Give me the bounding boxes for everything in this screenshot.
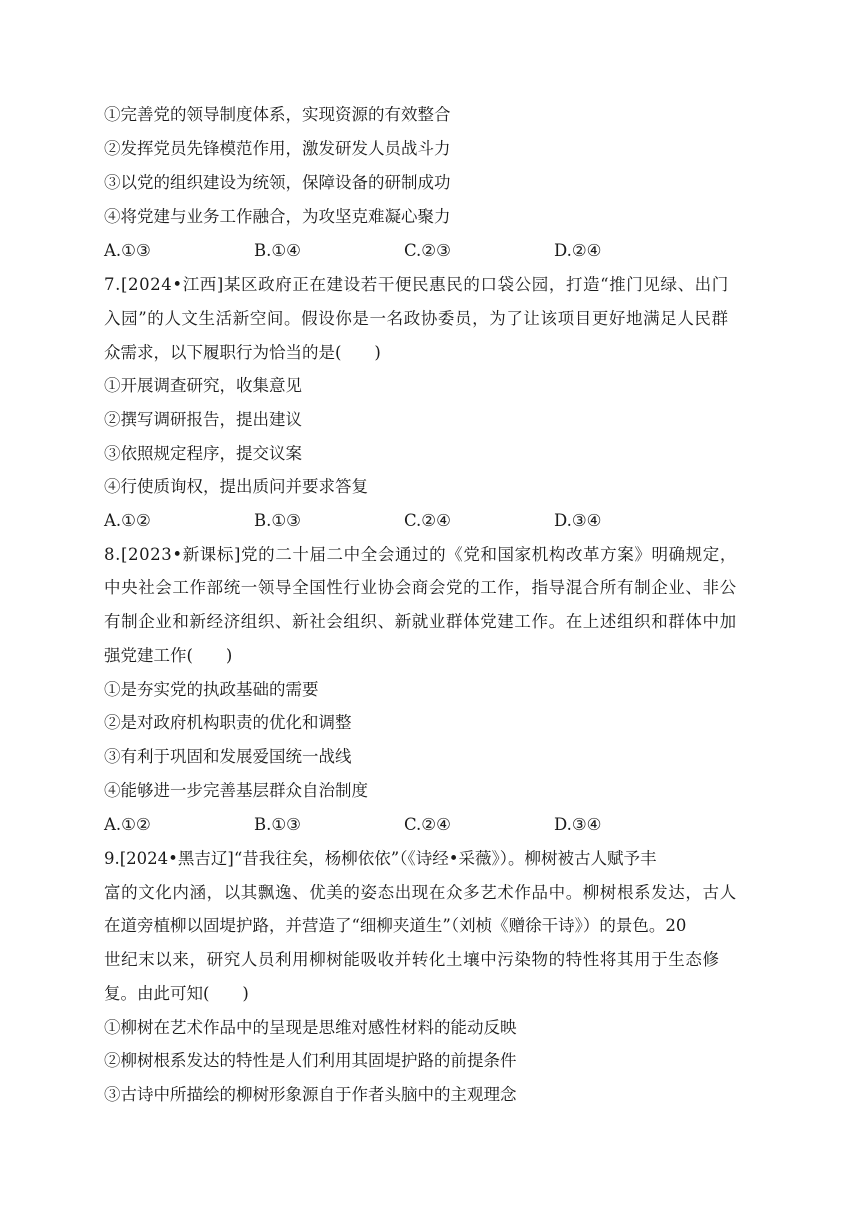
q7-statement-1: ①开展调查研究，收集意见: [104, 376, 302, 395]
q7-option-c: C.②④: [404, 511, 451, 530]
q7-option-a: A.①②: [104, 511, 151, 530]
q9-statement-3: ③古诗中所描绘的柳树形象源自于作者头脑中的主观理念: [104, 1085, 517, 1104]
q9-stem-line-2: 富的文化内涵，以其飘逸、优美的姿态出现在众多艺术作品中。柳树根系发达，古人: [104, 883, 737, 902]
q7-stem-line-2: 入园”的人文生活新空间。假设你是一名政协委员，为了让该项目更好地满足人民群: [104, 309, 729, 328]
q8-stem-line-2: 中央社会工作部统一领导全国性行业协会商会党的工作，指导混合所有制企业、非公: [104, 578, 737, 597]
q6-option-a: A.①③: [104, 241, 151, 260]
q8-stem-line-3: 有制企业和新经济组织、新社会组织、新就业群体党建工作。在上述组织和群体中加: [104, 612, 737, 631]
q6-options: [104, 240, 744, 262]
q9-stem-line-1: 9.[2024•黑吉辽]“昔我往矣，杨柳依依”（《诗经•采薇》）。柳树被古人赋予丰: [104, 849, 657, 868]
q8-stem-line-1: 8.[2023•新课标]党的二十届二中全会通过的《党和国家机构改革方案》明确规定，: [104, 545, 737, 564]
q6-statement-3: ③以党的组织建设为统领，保障设备的研制成功: [104, 173, 451, 192]
q8-statement-1: ①是夯实党的执政基础的需要: [104, 680, 319, 699]
q9-stem-line-3: 在道旁植柳以固堤护路，并营造了“细柳夹道生”（刘桢《赠徐干诗》）的景色。20: [104, 916, 687, 935]
q6-option-d: D.②④: [554, 241, 602, 260]
q7-option-b: B.①③: [254, 511, 301, 530]
q9-statement-2: ②柳树根系发达的特性是人们利用其固堤护路的前提条件: [104, 1051, 517, 1070]
q8-option-d: D.③④: [554, 815, 602, 834]
q8-statement-4: ④能够进一步完善基层群众自治制度: [104, 781, 368, 800]
q8-statement-2: ②是对政府机构职责的优化和调整: [104, 713, 352, 732]
q9-statement-1: ①柳树在艺术作品中的呈现是思维对感性材料的能动反映: [104, 1018, 517, 1037]
q6-option-b: B.①④: [254, 241, 301, 260]
q7-option-d: D.③④: [554, 511, 602, 530]
q7-statement-3: ③依照规定程序，提交议案: [104, 444, 302, 463]
q6-statement-2: ②发挥党员先锋模范作用，激发研发人员战斗力: [104, 139, 451, 158]
q6-option-c: C.②③: [404, 241, 451, 260]
q9-stem-line-5: 复。由此可知( ): [104, 984, 249, 1003]
q7-statement-2: ②撰写调研报告，提出建议: [104, 410, 302, 429]
q8-stem-line-4: 强党建工作( ): [104, 646, 233, 665]
q8-statement-3: ③有利于巩固和发展爱国统一战线: [104, 747, 352, 766]
q7-stem-line-3: 众需求，以下履职行为恰当的是( ): [104, 343, 381, 362]
q8-option-a: A.①②: [104, 815, 151, 834]
q9-stem-line-4: 世纪末以来，研究人员利用柳树能吸收并转化土壤中污染物的特性将其用于生态修: [104, 950, 720, 969]
q7-statement-4: ④行使质询权，提出质问并要求答复: [104, 477, 368, 496]
q8-options: [104, 814, 744, 836]
q8-option-b: B.①③: [254, 815, 301, 834]
q6-statement-1: ①完善党的领导制度体系，实现资源的有效整合: [104, 105, 451, 124]
q7-stem-line-1: 7.[2024•江西]某区政府正在建设若干便民惠民的口袋公园，打造“推门见绿、出门: [104, 275, 729, 294]
q7-options: [104, 510, 744, 532]
q8-option-c: C.②④: [404, 815, 451, 834]
q6-statement-4: ④将党建与业务工作融合，为攻坚克难凝心聚力: [104, 207, 451, 226]
